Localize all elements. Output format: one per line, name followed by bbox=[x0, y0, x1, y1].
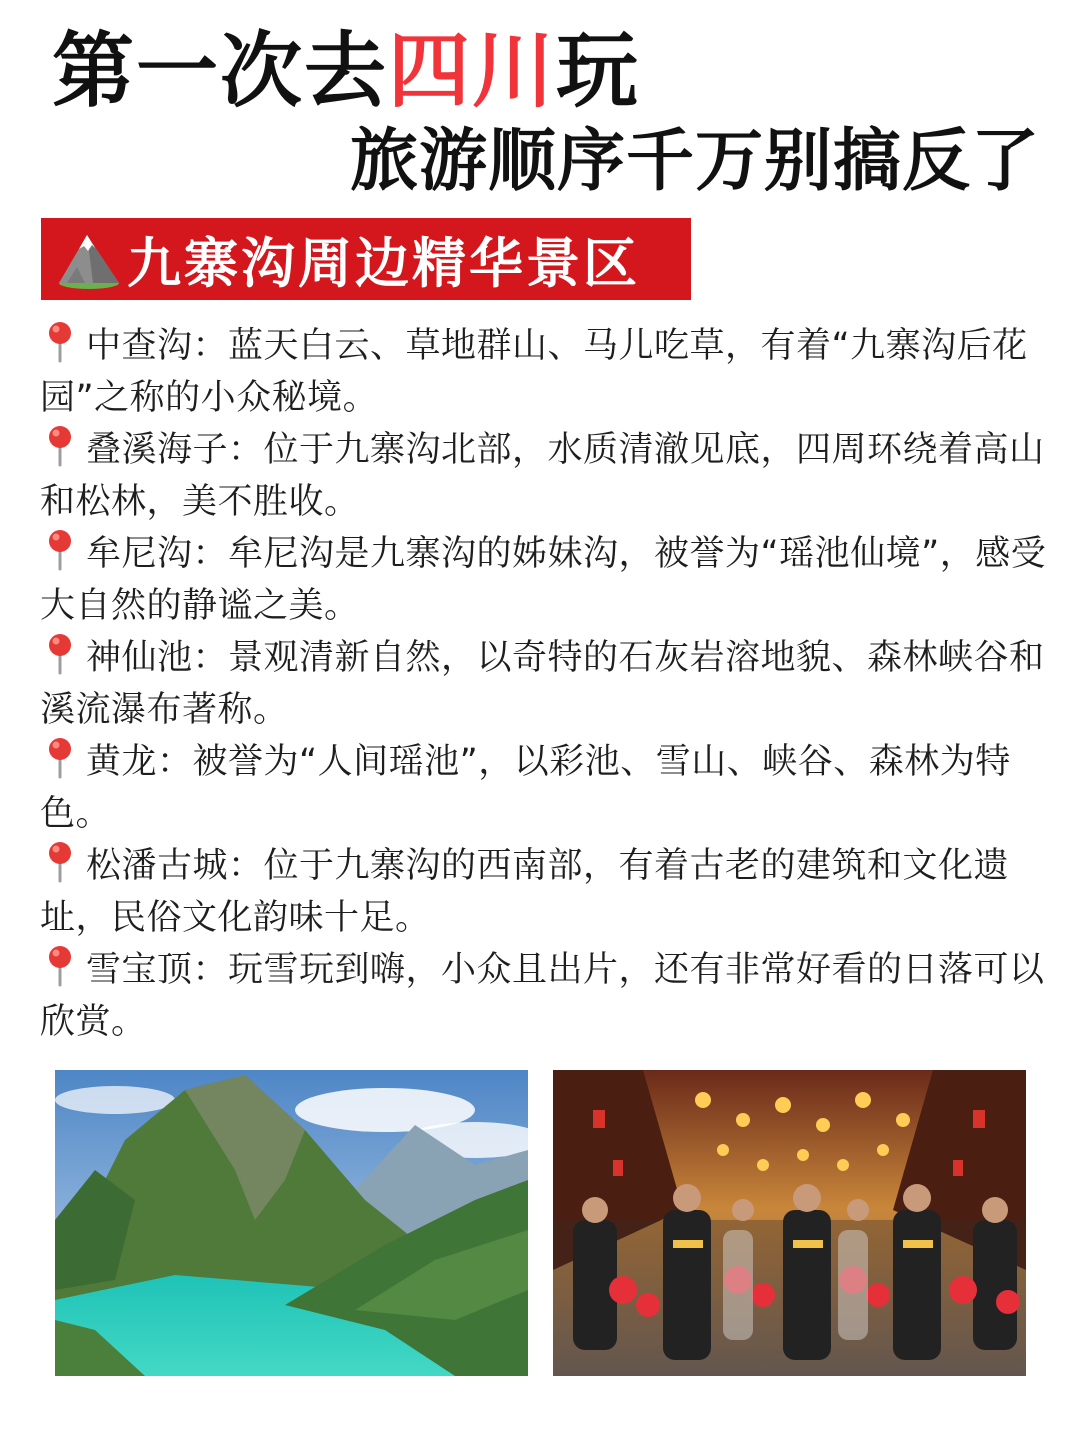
list-item bbox=[40, 632, 1062, 736]
list-item bbox=[40, 944, 1062, 1048]
pin-icon bbox=[40, 321, 80, 363]
spot-text: 牟尼沟：牟尼沟是九寨沟的姊妹沟，被誉为“瑶池仙境”，感受大自然的静谧之美。 bbox=[40, 534, 1047, 626]
mountain-icon bbox=[57, 227, 121, 291]
list-item bbox=[40, 320, 1062, 424]
section-title: 九寨沟周边精华景区 bbox=[127, 231, 640, 295]
festival-street-image bbox=[553, 1070, 1026, 1376]
spot-text: 中查沟：蓝天白云、草地群山、马儿吃草，有着“九寨沟后花园”之称的小众秘境。 bbox=[40, 326, 1028, 418]
title-highlight: 四川 bbox=[388, 24, 557, 119]
spot-text: 松潘古城：位于九寨沟的西南部，有着古老的建筑和文化遗址，民俗文化韵味十足。 bbox=[40, 846, 1010, 938]
list-item bbox=[40, 840, 1062, 944]
section-banner bbox=[41, 218, 691, 300]
title-suffix: 玩 bbox=[556, 24, 641, 119]
list-item bbox=[40, 528, 1062, 632]
spot-list bbox=[40, 320, 1062, 1048]
pin-icon bbox=[40, 945, 80, 987]
spot-text: 叠溪海子：位于九寨沟北部，水质清澈见底，四周环绕着高山和松林，美不胜收。 bbox=[40, 430, 1045, 522]
pin-icon bbox=[40, 425, 80, 467]
spot-text: 神仙池：景观清新自然，以奇特的石灰岩溶地貌、森林峡谷和溪流瀑布著称。 bbox=[40, 638, 1045, 730]
title-prefix: 第一次去 bbox=[52, 24, 389, 119]
lake-mountain-photo bbox=[55, 1070, 528, 1376]
pin-icon bbox=[40, 841, 80, 883]
pin-icon bbox=[40, 529, 80, 571]
lake-mountain-image bbox=[55, 1070, 528, 1376]
page-subtitle: 旅游顺序千万别搞反了 bbox=[350, 122, 1041, 201]
pin-icon bbox=[40, 737, 80, 779]
page-title bbox=[52, 22, 640, 122]
spot-text: 雪宝顶：玩雪玩到嗨，小众且出片，还有非常好看的日落可以欣赏。 bbox=[40, 950, 1045, 1042]
spot-text: 黄龙：被誉为“人间瑶池”，以彩池、雪山、峡谷、森林为特色。 bbox=[40, 742, 1011, 834]
festival-street-photo bbox=[553, 1070, 1026, 1376]
pin-icon bbox=[40, 633, 80, 675]
list-item bbox=[40, 424, 1062, 528]
list-item bbox=[40, 736, 1062, 840]
